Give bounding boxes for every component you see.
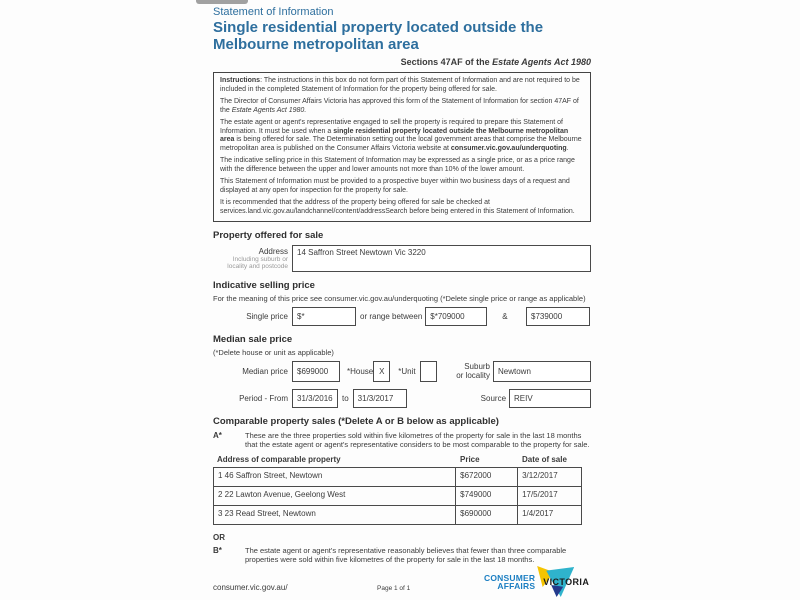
single-price-label: Single price <box>246 312 288 322</box>
address-field: 14 Saffron Street Newtown Vic 3220 <box>292 245 591 272</box>
instruction-paragraph: It is recommended that the address of the property being offered for sale be checked at services.land.vic.gov.au/landchannel/content/addressSearch before being entered in this Statement of Information. <box>220 198 575 215</box>
period-label: Period - From <box>239 394 288 404</box>
table-header-date: Date of sale <box>522 455 567 465</box>
range-low-field: $*709000 <box>425 307 487 326</box>
table-cell: $749000 <box>456 487 518 506</box>
table-header <box>213 455 582 464</box>
to-label: to <box>342 394 349 404</box>
period-from-field: 31/3/2016 <box>292 389 338 408</box>
indicative-note: For the meaning of this price see consumer.vic.gov.au/underquoting (*Delete single price or range as applicable) <box>213 294 586 304</box>
document-page <box>213 6 591 564</box>
eyebrow-title: Statement of Information <box>213 6 334 18</box>
instruction-paragraph: The indicative selling price in this Statement of Information may be expressed as a single price, or as a price range with the difference between the upper and lower amounts not more than 10% of the lower amount. <box>220 157 575 173</box>
median-period-row <box>213 389 591 408</box>
median-price-field: $699000 <box>292 361 340 382</box>
table-cell: 3/12/2017 <box>518 468 582 487</box>
table-cell: $672000 <box>456 468 518 487</box>
footer-site-url: consumer.vic.gov.au/ <box>213 583 288 592</box>
cav-logo-text: CONSUMER AFFAIRS <box>484 572 536 591</box>
single-price-field: $* <box>292 307 356 326</box>
indicative-price-row <box>213 307 591 326</box>
source-label: Source <box>480 394 507 404</box>
address-sublabel: Including suburb or locality and postcode <box>227 255 288 271</box>
table-cell: $690000 <box>456 506 518 525</box>
table-cell: 2 22 Lawton Avenue, Geelong West <box>214 487 456 506</box>
table-cell: 3 23 Read Street, Newtown <box>214 506 456 525</box>
option-b-label: B* <box>213 546 222 556</box>
address-label-group <box>213 247 288 271</box>
instruction-paragraph: Instructions: The instructions in this box do not form part of this Statement of Information and are not required to be included in the completed Statement of Information for the property being offered for sale. <box>220 77 580 93</box>
act-reference <box>213 57 591 67</box>
cav-logo-mark-icon <box>536 566 590 598</box>
house-label: *House <box>347 367 374 377</box>
indicative-section-heading: Indicative selling price <box>213 280 315 292</box>
address-label: Address <box>258 246 288 256</box>
table-cell: 17/5/2017 <box>518 487 582 506</box>
table-row <box>214 468 582 487</box>
option-b-row <box>213 546 591 564</box>
instructions-box <box>213 72 591 222</box>
unit-label: *Unit <box>398 367 416 377</box>
footer-page-number: Page 1 of 1 <box>377 585 411 592</box>
act-reference-prefix: Sections 47AF of the <box>400 57 493 67</box>
page-title <box>213 20 591 53</box>
table-row <box>214 487 582 506</box>
or-label: OR <box>213 533 225 543</box>
cav-logo <box>484 566 590 598</box>
table-cell: 1/4/2017 <box>518 506 582 525</box>
median-price-label: Median price <box>242 367 288 377</box>
ampersand-label: & <box>502 312 508 322</box>
median-section-heading: Median sale price <box>213 334 293 346</box>
act-reference-act-name: Estate Agents Act 1980 <box>492 57 591 67</box>
option-b-text: The estate agent or agent's representative reasonably believes that fewer than three comparable properties were sold within five kilometres of the property for sale in the last 18 months. <box>245 546 567 565</box>
suburb-field: Newtown <box>493 361 591 382</box>
comparables-table <box>213 467 582 525</box>
page-title-line2: Melbourne metropolitan area <box>213 35 419 53</box>
option-a-text: These are the three properties sold within five kilometres of the property for sale in the last 18 months that the estate agent or agent's representative considers to be most comparable to the property for sale. <box>245 431 590 450</box>
suburb-label: Suburb or locality <box>456 362 490 380</box>
scan-artifact <box>196 0 248 4</box>
page-title-line1: Single residential property located outside the <box>213 19 544 36</box>
instruction-paragraph: This Statement of Information must be provided to a prospective buyer within two business days of a request and displayed at any open for inspection for the property for sale. <box>220 178 570 194</box>
table-row <box>214 506 582 525</box>
house-checkbox: X <box>373 361 390 382</box>
median-note: (*Delete house or unit as applicable) <box>213 348 334 358</box>
option-a-row <box>213 431 591 449</box>
range-high-field: $739000 <box>526 307 590 326</box>
median-price-row <box>213 361 591 382</box>
address-row <box>213 245 591 272</box>
instruction-paragraph: The estate agent or agent's representative engaged to sell the property is required to prepare this Statement of Information. It must be used when a single residential property located outside the Melbourne metropolitan area is being offered for sale. The Determination setting out the local government areas that comprise the Melbourne metropolitan area is published on the Consumer Affairs Victoria website at consumer.vic.gov.au/underquoting. <box>220 118 582 152</box>
option-a-label: A* <box>213 431 222 441</box>
logo-victoria-label: VICTORIA <box>543 577 590 587</box>
unit-checkbox <box>420 361 437 382</box>
table-cell: 1 46 Saffron Street, Newtown <box>214 468 456 487</box>
range-label: or range between <box>360 312 423 322</box>
comparable-section-heading: Comparable property sales (*Delete A or B below as applicable) <box>213 416 499 428</box>
instruction-paragraph: The Director of Consumer Affairs Victoria has approved this form of the Statement of Information for section 47AF of the Estate Agents Act 1980. <box>220 97 579 114</box>
period-to-field: 31/3/2017 <box>353 389 407 408</box>
table-header-price: Price <box>460 455 480 465</box>
source-field: REIV <box>509 389 591 408</box>
property-section-heading: Property offered for sale <box>213 230 324 242</box>
table-header-address: Address of comparable property <box>217 455 341 465</box>
instructions-label: Instructions <box>220 77 261 84</box>
